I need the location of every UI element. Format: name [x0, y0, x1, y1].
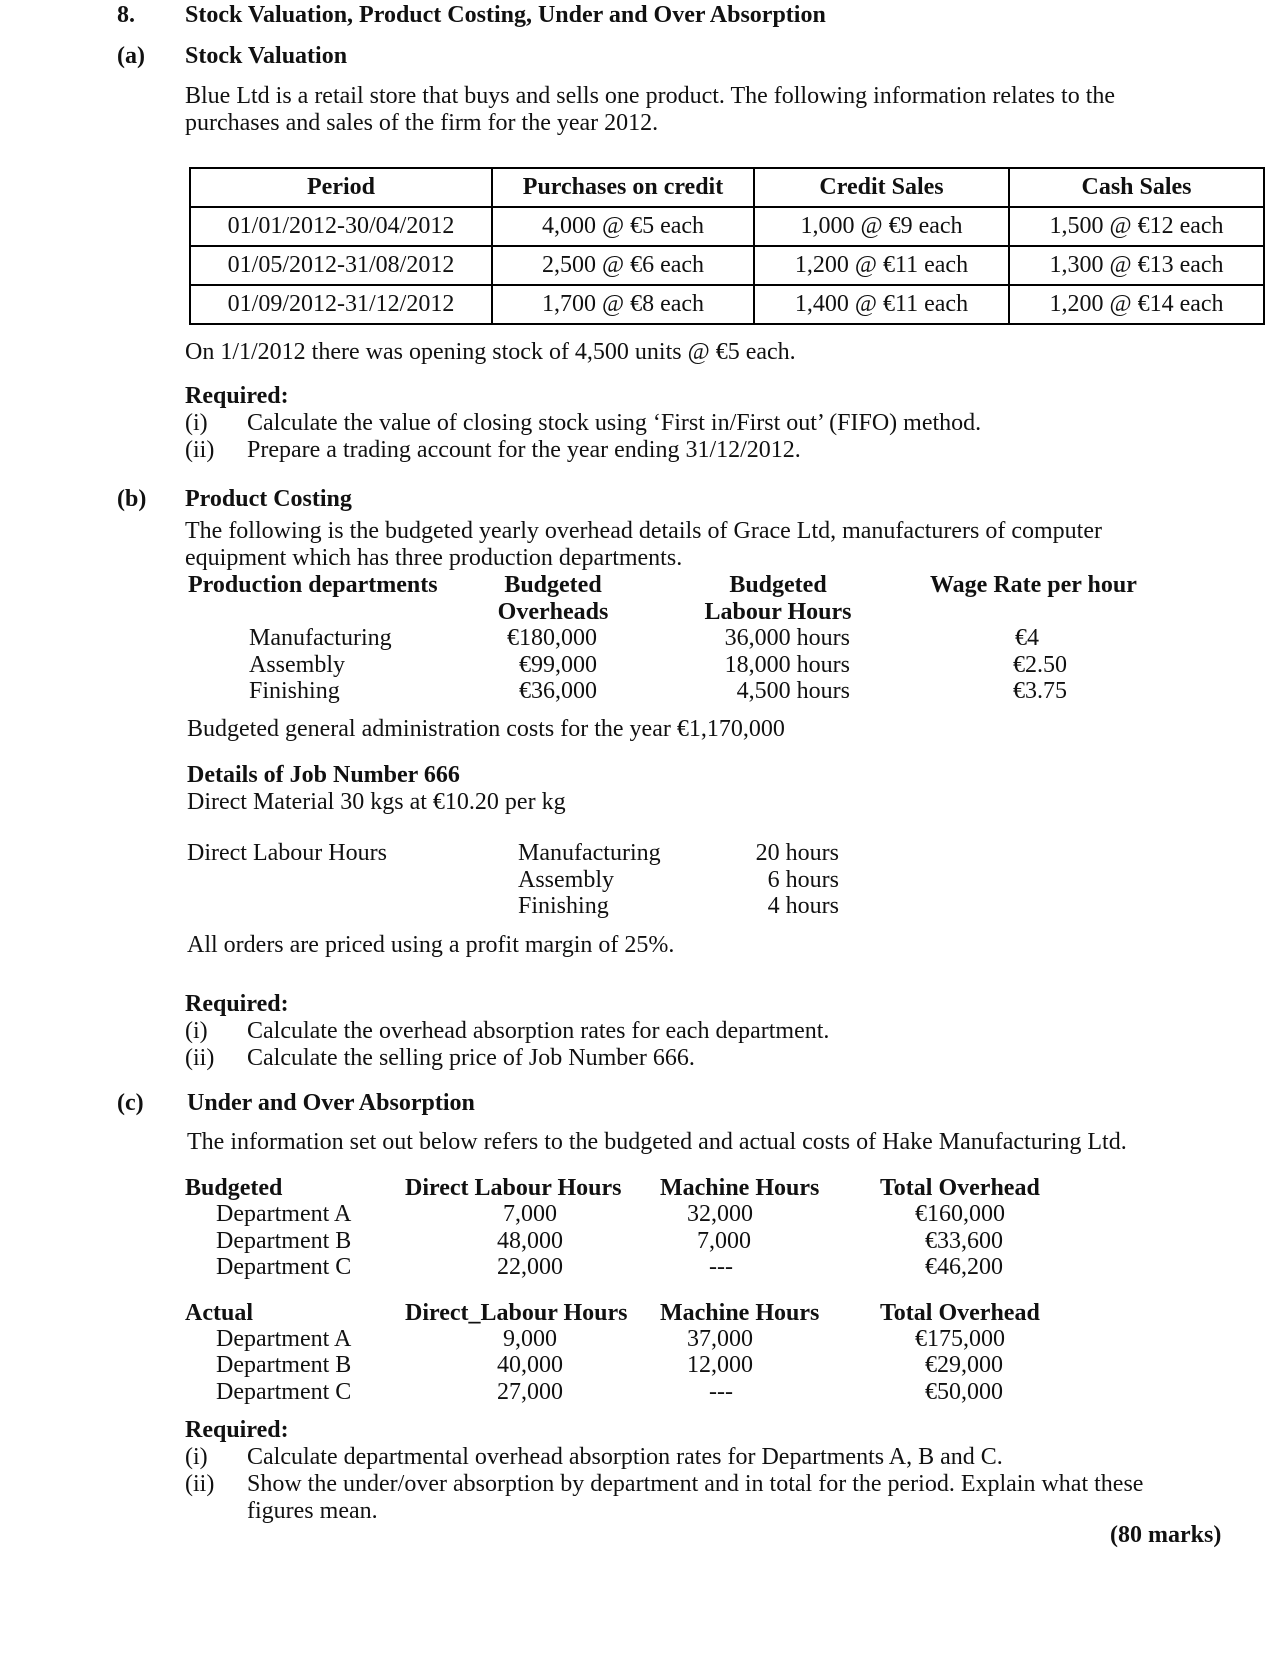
- header-production-departments: Production departments: [188, 572, 438, 598]
- admin-costs: Budgeted general administration costs for the year €1,170,000: [187, 716, 785, 742]
- actual-dept: Department C: [216, 1379, 352, 1405]
- total-marks: (80 marks): [1110, 1522, 1222, 1548]
- part-a-intro-line2: purchases and sales of the firm for the year 2012.: [185, 110, 659, 136]
- cell-cash-sales: 1,300 @ €13 each: [1009, 246, 1264, 285]
- job-hours: 20 hours: [755, 840, 839, 866]
- dept-hours: 18,000 hours: [724, 652, 850, 678]
- cell-cash-sales: 1,200 @ €14 each: [1009, 285, 1264, 324]
- header-budgeted-labour-1: Budgeted: [729, 572, 827, 598]
- budgeted-label: Budgeted: [185, 1175, 283, 1201]
- actual-dlh: 27,000: [497, 1379, 563, 1405]
- direct-material: Direct Material 30 kgs at €10.20 per kg: [187, 789, 566, 815]
- dept-name: Finishing: [249, 678, 340, 704]
- dept-wage: €3.75: [1013, 678, 1067, 704]
- part-a-req-ii-text: Prepare a trading account for the year ending 31/12/2012.: [247, 437, 801, 463]
- part-b-req-ii-num: (ii): [185, 1045, 215, 1071]
- budgeted-dlh: 7,000: [503, 1201, 557, 1227]
- part-b-req-i-text: Calculate the overhead absorption rates for each department.: [247, 1018, 830, 1044]
- budgeted-header-to: Total Overhead: [880, 1175, 1040, 1201]
- job-dept: Manufacturing: [518, 840, 661, 866]
- cell-purchases: 4,000 @ €5 each: [492, 207, 754, 246]
- part-c-req-ii-num: (ii): [185, 1471, 215, 1497]
- budgeted-to: €33,600: [925, 1228, 1003, 1254]
- table-row: [190, 207, 1264, 246]
- actual-to: €175,000: [915, 1326, 1005, 1352]
- actual-mh: ---: [709, 1379, 733, 1405]
- dept-overheads: €180,000: [507, 625, 597, 651]
- header-period: Period: [190, 168, 492, 207]
- dept-name: Assembly: [249, 652, 345, 678]
- part-a-req-i-num: (i): [185, 410, 208, 436]
- part-b-required: Required:: [185, 991, 289, 1017]
- budgeted-header-mh: Machine Hours: [660, 1175, 820, 1201]
- header-budgeted-labour-2: Labour Hours: [704, 599, 852, 625]
- header-budgeted-overheads-2: Overheads: [497, 599, 609, 625]
- header-wage-rate: Wage Rate per hour: [930, 572, 1137, 598]
- part-a-req-i-text: Calculate the value of closing stock using ‘First in/First out’ (FIFO) method.: [247, 410, 982, 436]
- header-budgeted-overheads-1: Budgeted: [504, 572, 602, 598]
- part-c-title: Under and Over Absorption: [187, 1090, 475, 1116]
- opening-stock: On 1/1/2012 there was opening stock of 4,500 units @ €5 each.: [185, 339, 796, 365]
- part-b-title: Product Costing: [185, 486, 352, 512]
- actual-header-to: Total Overhead: [880, 1300, 1040, 1326]
- job-dept: Finishing: [518, 893, 609, 919]
- cell-credit-sales: 1,400 @ €11 each: [754, 285, 1009, 324]
- cell-purchases: 1,700 @ €8 each: [492, 285, 754, 324]
- part-a-label: (a): [117, 43, 145, 69]
- part-c-req-i-num: (i): [185, 1444, 208, 1470]
- budgeted-mh: 7,000: [697, 1228, 751, 1254]
- actual-label: Actual: [185, 1300, 253, 1326]
- part-a-title: Stock Valuation: [185, 43, 348, 69]
- header-purchases: Purchases on credit: [492, 168, 754, 207]
- actual-header-mh: Machine Hours: [660, 1300, 820, 1326]
- dept-overheads: €36,000: [519, 678, 597, 704]
- cell-period: 01/05/2012-31/08/2012: [190, 246, 492, 285]
- actual-mh: 12,000: [687, 1352, 753, 1378]
- part-b-label: (b): [117, 486, 147, 512]
- dept-hours: 4,500 hours: [736, 678, 850, 704]
- profit-margin: All orders are priced using a profit margin of 25%.: [187, 932, 675, 958]
- actual-header-dlh: Direct_Labour Hours: [405, 1300, 628, 1326]
- budgeted-dept: Department C: [216, 1254, 352, 1280]
- part-b-req-ii-text: Calculate the selling price of Job Number 666.: [247, 1045, 695, 1071]
- table-row: [190, 285, 1264, 324]
- part-a-req-ii-num: (ii): [185, 437, 215, 463]
- part-c-req-ii-text-line2: figures mean.: [247, 1498, 378, 1524]
- direct-labour-hours-label: Direct Labour Hours: [187, 840, 387, 866]
- question-title: Stock Valuation, Product Costing, Under and Over Absorption: [185, 2, 826, 28]
- stock-table: [189, 167, 1265, 325]
- budgeted-to: €46,200: [925, 1254, 1003, 1280]
- budgeted-dept: Department A: [216, 1201, 352, 1227]
- budgeted-dlh: 48,000: [497, 1228, 563, 1254]
- job-details-title: Details of Job Number 666: [187, 762, 460, 788]
- part-c-label: (c): [117, 1090, 144, 1116]
- budgeted-dlh: 22,000: [497, 1254, 563, 1280]
- table-row: [190, 246, 1264, 285]
- part-b-intro-line2: equipment which has three production departments.: [185, 545, 683, 571]
- part-c-req-ii-text-line1: Show the under/over absorption by department and in total for the period. Explain what these: [247, 1471, 1144, 1497]
- budgeted-mh: 32,000: [687, 1201, 753, 1227]
- actual-dlh: 40,000: [497, 1352, 563, 1378]
- cell-credit-sales: 1,200 @ €11 each: [754, 246, 1009, 285]
- cell-credit-sales: 1,000 @ €9 each: [754, 207, 1009, 246]
- actual-dept: Department B: [216, 1352, 352, 1378]
- budgeted-to: €160,000: [915, 1201, 1005, 1227]
- question-number: 8.: [117, 2, 135, 28]
- cell-period: 01/09/2012-31/12/2012: [190, 285, 492, 324]
- dept-name: Manufacturing: [249, 625, 392, 651]
- part-c-intro: The information set out below refers to the budgeted and actual costs of Hake Manufacturing Ltd.: [187, 1129, 1127, 1155]
- cell-cash-sales: 1,500 @ €12 each: [1009, 207, 1264, 246]
- part-b-intro-line1: The following is the budgeted yearly overhead details of Grace Ltd, manufacturers of computer: [185, 518, 1102, 544]
- dept-overheads: €99,000: [519, 652, 597, 678]
- actual-to: €50,000: [925, 1379, 1003, 1405]
- actual-dlh: 9,000: [503, 1326, 557, 1352]
- cell-purchases: 2,500 @ €6 each: [492, 246, 754, 285]
- part-c-req-i-text: Calculate departmental overhead absorption rates for Departments A, B and C.: [247, 1444, 1003, 1470]
- job-dept: Assembly: [518, 867, 614, 893]
- job-hours: 4 hours: [767, 893, 839, 919]
- actual-dept: Department A: [216, 1326, 352, 1352]
- budgeted-header-dlh: Direct Labour Hours: [405, 1175, 622, 1201]
- actual-mh: 37,000: [687, 1326, 753, 1352]
- header-credit-sales: Credit Sales: [754, 168, 1009, 207]
- part-a-intro-line1: Blue Ltd is a retail store that buys and sells one product. The following information relates to the: [185, 83, 1116, 109]
- part-c-required: Required:: [185, 1417, 289, 1443]
- header-cash-sales: Cash Sales: [1009, 168, 1264, 207]
- dept-wage: €2.50: [1013, 652, 1067, 678]
- dept-wage: €4: [1015, 625, 1039, 651]
- budgeted-mh: ---: [709, 1254, 733, 1280]
- dept-hours: 36,000 hours: [724, 625, 850, 651]
- part-b-req-i-num: (i): [185, 1018, 208, 1044]
- job-hours: 6 hours: [767, 867, 839, 893]
- cell-period: 01/01/2012-30/04/2012: [190, 207, 492, 246]
- budgeted-dept: Department B: [216, 1228, 352, 1254]
- part-a-required: Required:: [185, 383, 289, 409]
- actual-to: €29,000: [925, 1352, 1003, 1378]
- table-header-row: [190, 168, 1264, 207]
